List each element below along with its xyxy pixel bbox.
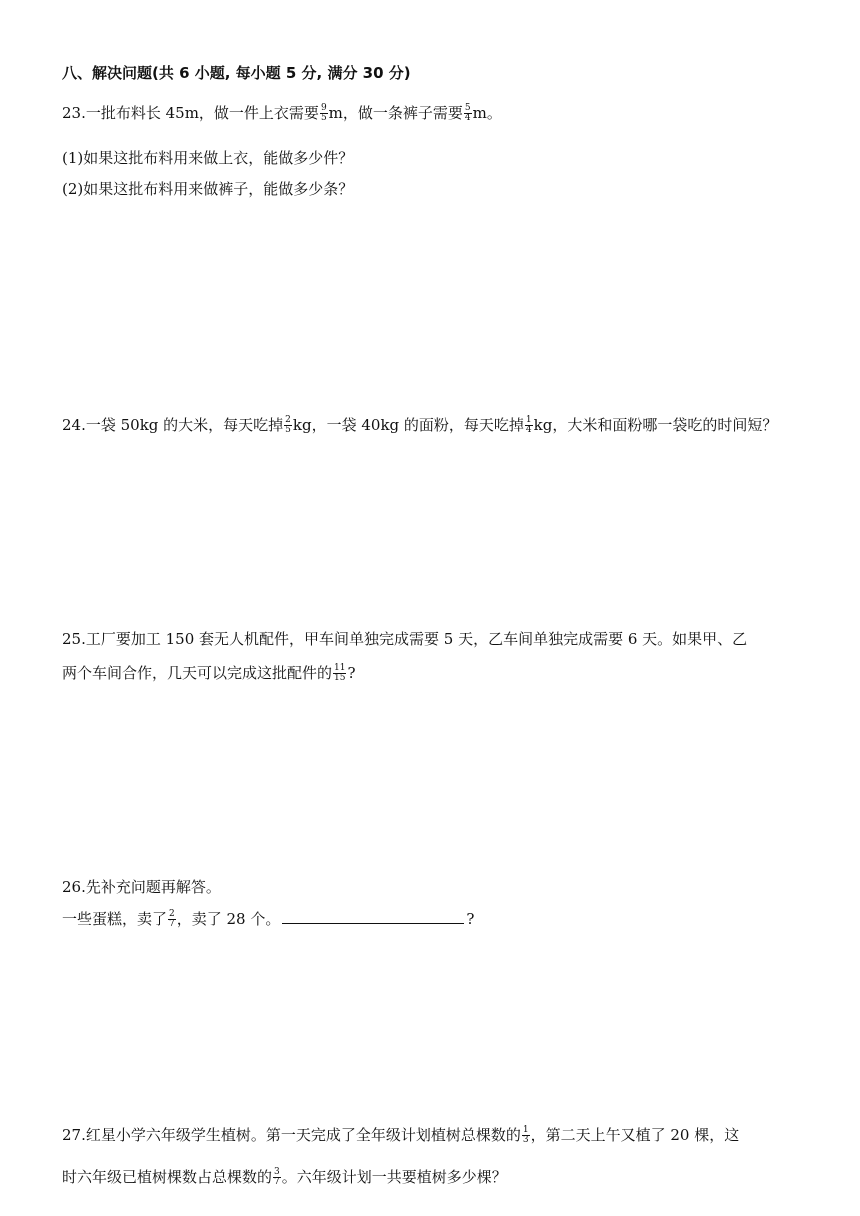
q23-fraction-2-den: 4 bbox=[464, 112, 471, 123]
q25-text-a: 两个车间合作，几天可以完成这批配件的 bbox=[62, 664, 333, 682]
q27-text-d: 。六年级计划一共要植树多少棵？ bbox=[281, 1168, 507, 1186]
q27-fraction-1-num: 1 bbox=[522, 1124, 529, 1135]
q24-text-c: kg，大米和面粉哪一袋吃的时间短？ bbox=[533, 416, 778, 434]
q24-fraction-2-num: 1 bbox=[525, 414, 532, 425]
q25-text-b: ? bbox=[347, 664, 356, 682]
q25-fraction-1-num: 11 bbox=[334, 662, 346, 673]
question-27-line-1 bbox=[62, 1124, 739, 1146]
q23-fraction-1-num: 9 bbox=[320, 102, 327, 113]
q24-fraction-1 bbox=[284, 416, 292, 435]
q27-text-c: 时六年级已植树棵数占总棵数的 bbox=[62, 1168, 273, 1186]
question-26-line-2 bbox=[62, 908, 474, 930]
q24-fraction-2 bbox=[525, 416, 533, 435]
q23-fraction-2 bbox=[464, 104, 472, 123]
q25-fraction-1 bbox=[333, 664, 346, 683]
q23-subquestion-1: (1)如果这批布料用来做上衣，能做多少件？ bbox=[62, 149, 354, 167]
question-26-line-1: 26.先补充问题再解答。 bbox=[62, 878, 221, 896]
section-heading: 八、解决问题(共 6 小题, 每小题 5 分, 满分 30 分) bbox=[62, 64, 411, 82]
question-24-line bbox=[62, 414, 777, 436]
q27-fraction-2-num: 3 bbox=[274, 1166, 280, 1177]
q26-fraction-1-num: 2 bbox=[169, 908, 175, 919]
q23-fraction-1 bbox=[320, 104, 328, 123]
q23-fraction-1-den: 5 bbox=[320, 112, 327, 123]
q24-fraction-2-den: 4 bbox=[525, 424, 532, 435]
q27-fraction-1-den: 3 bbox=[522, 1134, 529, 1145]
q24-text-b: kg，一袋 40kg 的面粉，每天吃掉 bbox=[292, 416, 524, 434]
q25-fraction-1-den: 15 bbox=[334, 672, 346, 683]
q24-text-a: 24.一袋 50kg 的大米，每天吃掉 bbox=[62, 416, 284, 434]
q23-text-c: m。 bbox=[472, 104, 502, 122]
question-25-line-2 bbox=[62, 662, 356, 684]
q27-fraction-2-den: 7 bbox=[274, 1176, 280, 1187]
q26-text-b: ，卖了 28 个。 bbox=[176, 910, 281, 928]
q27-text-a: 27.红星小学六年级学生植树。第一天完成了全年级计划植树总棵数的 bbox=[62, 1126, 521, 1144]
question-27-line-2 bbox=[62, 1166, 507, 1188]
q23-subquestion-2: (2)如果这批布料用来做裤子，能做多少条？ bbox=[62, 180, 354, 198]
q26-answer-blank[interactable] bbox=[282, 911, 464, 924]
q24-fraction-1-den: 5 bbox=[285, 424, 291, 435]
q27-fraction-2 bbox=[273, 1168, 281, 1187]
q23-text-b: m，做一条裤子需要 bbox=[328, 104, 463, 122]
q26-text-a: 一些蛋糕，卖了 bbox=[62, 910, 168, 928]
q27-fraction-1 bbox=[522, 1126, 530, 1145]
q24-fraction-1-num: 2 bbox=[285, 414, 291, 425]
question-23-line bbox=[62, 102, 502, 124]
q26-fraction-1 bbox=[168, 910, 176, 929]
q27-text-b: ，第二天上午又植了 20 棵，这 bbox=[530, 1126, 740, 1144]
q26-fraction-1-den: 7 bbox=[169, 918, 175, 929]
q23-text-a: 23.一批布料长 45m，做一件上衣需要 bbox=[62, 104, 319, 122]
question-25-line-1: 25.工厂要加工 150 套无人机配件，甲车间单独完成需要 5 天，乙车间单独完成需要 6 天。如果甲、乙 bbox=[62, 630, 748, 648]
q23-fraction-2-num: 5 bbox=[464, 102, 471, 113]
q26-text-c: ? bbox=[466, 910, 475, 928]
